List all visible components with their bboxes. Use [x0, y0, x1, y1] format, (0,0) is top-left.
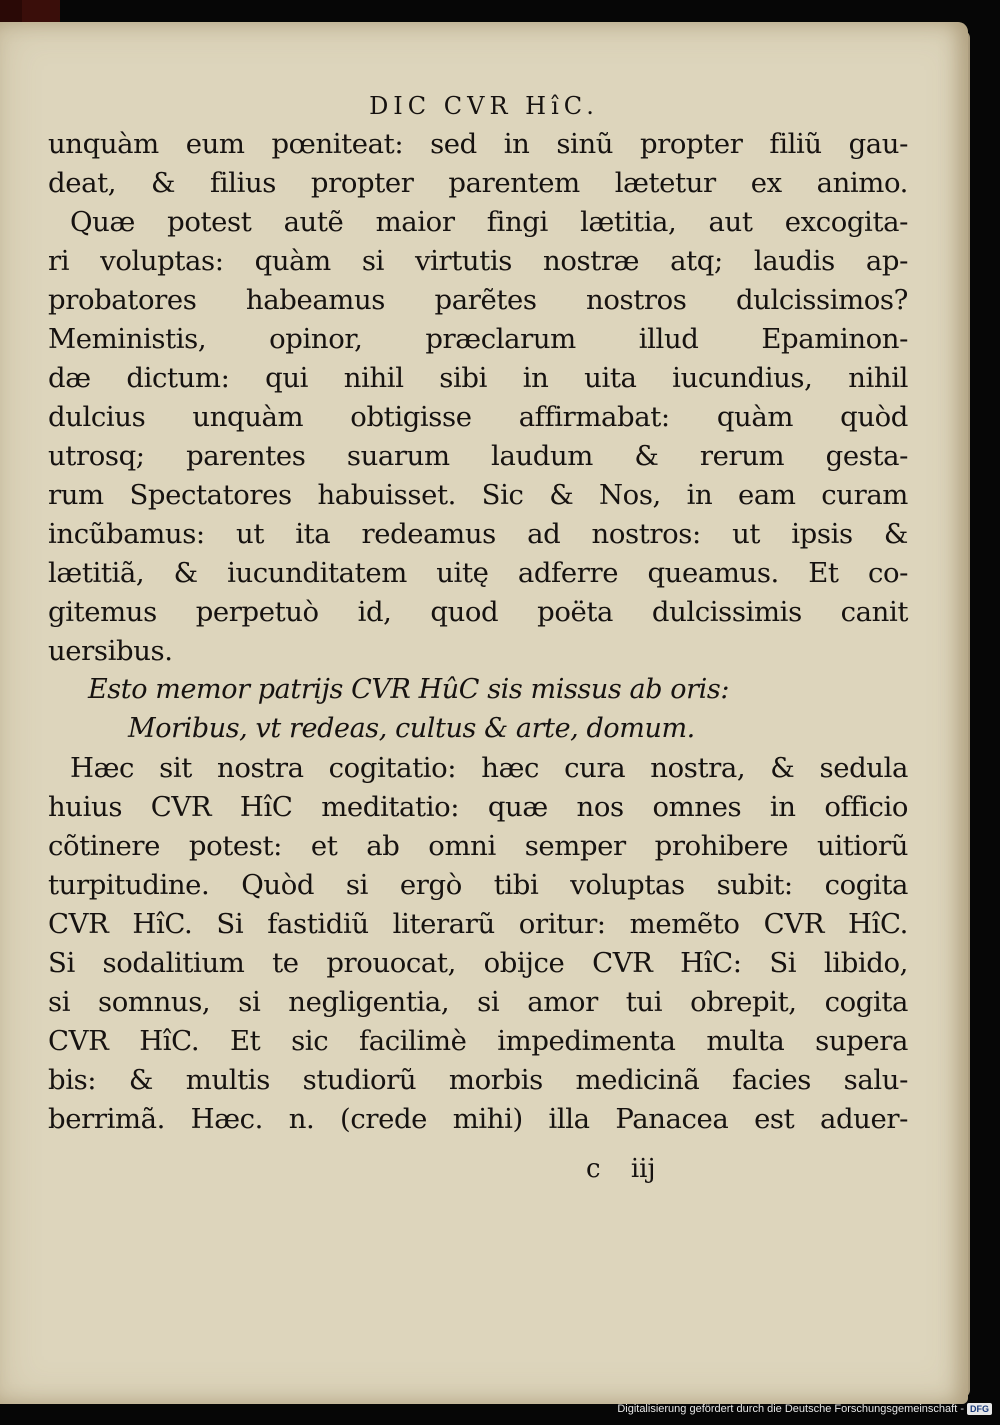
text-line: incũbamus: ut ita redeamus ad nostros: ut ipsis &	[48, 518, 908, 550]
text-line: huius CVR HîC meditatio: quæ nos omnes in officio	[48, 791, 908, 823]
text-line: turpitudine. Quòd si ergò tibi voluptas subit: cogita	[48, 869, 908, 901]
text-line: berrimã. Hæc. n. (crede mihi) illa Panacea est aduer-	[48, 1103, 908, 1135]
footer-text: Digitalisierung gefördert durch die Deutsche Forschungsgemeinschaft -	[617, 1403, 964, 1415]
verse-line: Esto memor patrijs CVR HûC sis missus ab oris:	[88, 674, 730, 705]
text-line: rum Spectatores habuisset. Sic & Nos, in eam curam	[48, 479, 908, 511]
text-line: ri voluptas: quàm si virtutis nostræ atq; laudis ap-	[48, 245, 908, 277]
text-line: Hæc sit nostra cogitatio: hæc cura nostra, & sedula	[70, 752, 908, 784]
verse-line: Moribus, vt redeas, cultus & arte, domum.	[128, 713, 695, 744]
text-line: dæ dictum: qui nihil sibi in uita iucundius, nihil	[48, 362, 908, 394]
text-line: utrosq; parentes suarum laudum & rerum gesta-	[48, 440, 908, 472]
running-head: DIC CVR HîC.	[369, 92, 599, 120]
text-line: gitemus perpetuò id, quod poëta dulcissimis canit	[48, 596, 908, 628]
text-line: CVR HîC. Si fastidiũ literarũ oritur: memẽto CVR HîC.	[48, 908, 908, 940]
text-line: dulcius unquàm obtigisse affirmabat: quàm quòd	[48, 401, 908, 433]
text-line: Meministis, opinor, præclarum illud Epaminon-	[48, 323, 908, 355]
text-line: deat, & filius propter parentem lætetur ex animo.	[48, 167, 908, 199]
text-line: probatores habeamus parẽtes nostros dulcissimos?	[48, 284, 908, 316]
book-page	[0, 22, 968, 1404]
dfg-logo-icon[interactable]: DFG	[967, 1403, 992, 1415]
text-line: lætitiã, & iucunditatem uitę adferre queamus. Et co-	[48, 557, 908, 589]
text-line: cõtinere potest: et ab omni semper prohibere uitiorũ	[48, 830, 908, 862]
text-line: si somnus, si negligentia, si amor tui obrepit, cogita	[48, 986, 908, 1018]
text-line: Quæ potest autẽ maior fingi lætitia, aut excogita-	[70, 206, 908, 238]
footer-credit	[617, 1403, 992, 1415]
signature-mark: c iij	[586, 1154, 656, 1184]
text-line: uersibus.	[48, 635, 173, 667]
text-line: Si sodalitium te prouocat, obijce CVR HîC: Si libido,	[48, 947, 908, 979]
text-line: CVR HîC. Et sic facilimè impedimenta multa supera	[48, 1025, 908, 1057]
text-line: bis: & multis studiorũ morbis medicinã facies salu-	[48, 1064, 908, 1096]
text-line: unquàm eum pœniteat: sed in sinũ propter filiũ gau-	[48, 128, 908, 160]
